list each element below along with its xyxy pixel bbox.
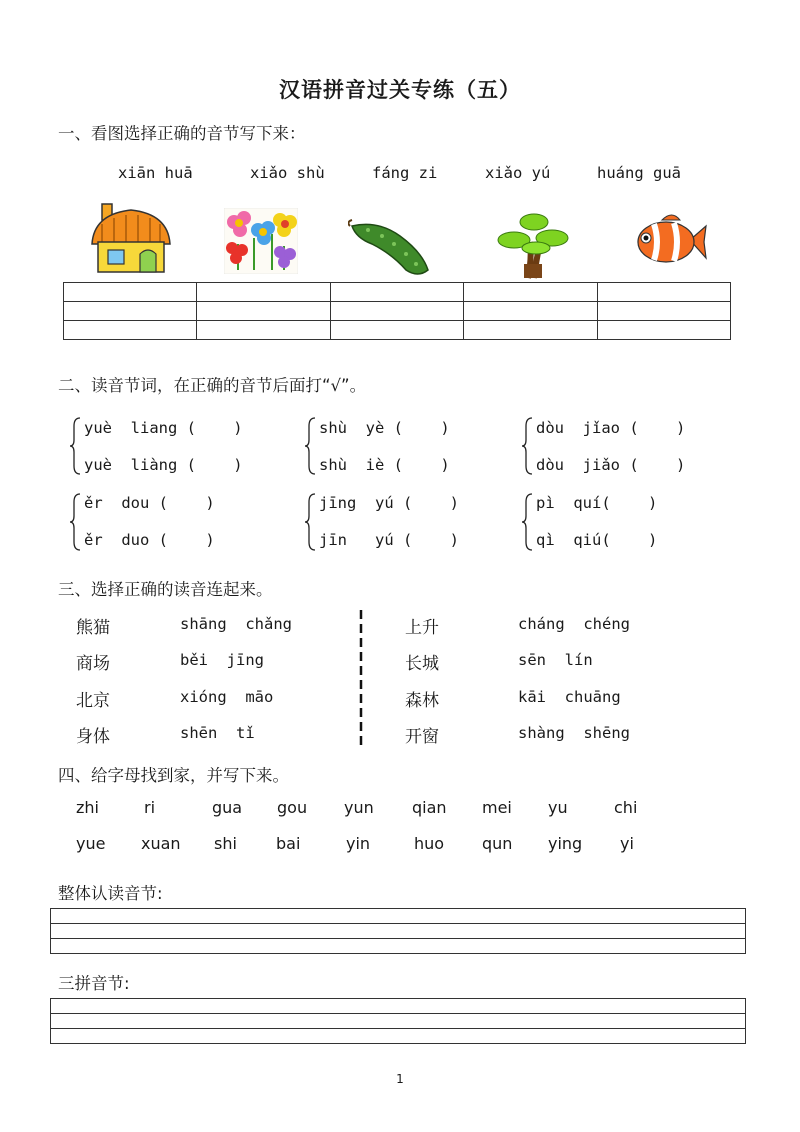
answer-cell[interactable] <box>330 321 463 340</box>
pinyin-option: pì quí( ) <box>536 494 658 512</box>
letter-word: qun <box>482 834 513 853</box>
brace-icon <box>305 492 317 552</box>
word-pinyin: shàng shēng <box>518 724 630 742</box>
answer-cell[interactable] <box>597 302 730 321</box>
option-pinyin: fáng zi <box>372 164 438 182</box>
fish-picture <box>632 208 708 274</box>
word-char: 长城 <box>405 654 439 674</box>
letter-word: qian <box>412 798 447 817</box>
section2-heading: 二、读音节词，在正确的音节后面打“√”。 <box>58 376 367 395</box>
word-char: 身体 <box>76 727 110 747</box>
word-pinyin: kāi chuāng <box>518 688 621 706</box>
word-char: 开窗 <box>405 727 439 747</box>
letter-word: huo <box>414 834 445 853</box>
pinyin-option: jīn yú ( ) <box>319 531 459 549</box>
section4-heading: 四、给字母找到家，并写下来。 <box>58 766 289 785</box>
letter-word: gua <box>212 798 243 817</box>
letter-word: chi <box>614 798 638 817</box>
letter-word: zhi <box>76 798 99 817</box>
word-pinyin: shēn tǐ <box>180 724 255 742</box>
brace-icon <box>522 492 534 552</box>
word-char: 北京 <box>76 691 110 711</box>
pinyin-option: ěr dou ( ) <box>84 494 215 512</box>
cucumber-picture <box>348 214 434 278</box>
answer-cell[interactable] <box>464 321 597 340</box>
word-pinyin: sēn lín <box>518 651 593 669</box>
brace-icon <box>305 416 317 476</box>
brace-icon <box>70 492 82 552</box>
divider-dashed <box>358 610 364 746</box>
pinyin-option: yuè liàng ( ) <box>84 456 243 474</box>
answer-cell[interactable] <box>330 302 463 321</box>
brace-icon <box>522 416 534 476</box>
answer-cell[interactable] <box>330 283 463 302</box>
letter-word: yun <box>344 798 374 817</box>
section3-heading: 三、选择正确的读音连起来。 <box>58 580 273 599</box>
letter-word: yu <box>548 798 568 817</box>
option-pinyin: huáng guā <box>597 164 681 182</box>
answer-cell[interactable] <box>464 302 597 321</box>
pinyin-option: qì qiú( ) <box>536 531 658 549</box>
writing-line[interactable] <box>51 939 746 954</box>
pinyin-option: ěr duo ( ) <box>84 531 215 549</box>
writing-line[interactable] <box>51 1029 746 1044</box>
letter-word: xuan <box>141 834 181 853</box>
answer-cell[interactable] <box>64 302 197 321</box>
word-char: 熊猫 <box>76 618 110 638</box>
writing-line[interactable] <box>51 909 746 924</box>
word-pinyin: shāng chǎng <box>180 615 292 633</box>
letter-word: mei <box>482 798 512 817</box>
page-number: 1 <box>396 1072 404 1086</box>
answer-cell[interactable] <box>64 283 197 302</box>
pinyin-option: jīng yú ( ) <box>319 494 459 512</box>
pinyin-option: shù iè ( ) <box>319 456 450 474</box>
answer-cell[interactable] <box>197 321 330 340</box>
writing-line[interactable] <box>51 999 746 1014</box>
answer-cell[interactable] <box>464 283 597 302</box>
answer-cell[interactable] <box>197 283 330 302</box>
letter-word: yin <box>346 834 371 853</box>
letter-word: yi <box>620 834 634 853</box>
tree-picture <box>496 208 572 280</box>
letter-word: ri <box>144 798 156 817</box>
section1-heading: 一、看图选择正确的音节写下来： <box>58 124 306 143</box>
answer-cell[interactable] <box>597 321 730 340</box>
answer-cell[interactable] <box>197 302 330 321</box>
writing-line[interactable] <box>51 1014 746 1029</box>
flowers-picture <box>224 208 298 274</box>
letter-word: shi <box>214 834 237 853</box>
option-pinyin: xiǎo yú <box>485 164 551 182</box>
house-picture <box>88 196 174 278</box>
triple-syllable-label: 三拼音节: <box>58 974 130 993</box>
pinyin-option: yuè liang ( ) <box>84 419 243 437</box>
letter-word: ying <box>548 834 583 853</box>
word-char: 商场 <box>76 654 110 674</box>
pinyin-option: dòu jiǎo ( ) <box>536 456 686 474</box>
option-pinyin: xiān huā <box>118 164 193 182</box>
page-title: 汉语拼音过关专练（五） <box>279 78 521 102</box>
word-pinyin: cháng chéng <box>518 615 630 633</box>
writing-lines-triple <box>50 998 746 1044</box>
brace-icon <box>70 416 82 476</box>
whole-syllable-label: 整体认读音节: <box>58 884 163 903</box>
letter-word: bai <box>276 834 301 853</box>
answer-grid <box>63 282 731 340</box>
letter-word: gou <box>277 798 308 817</box>
letter-word: yue <box>76 834 106 853</box>
word-char: 上升 <box>405 618 439 638</box>
pinyin-option: shù yè ( ) <box>319 419 450 437</box>
writing-line[interactable] <box>51 924 746 939</box>
word-pinyin: xióng māo <box>180 688 274 706</box>
answer-cell[interactable] <box>597 283 730 302</box>
word-pinyin: běi jīng <box>180 651 264 669</box>
answer-cell[interactable] <box>64 321 197 340</box>
option-pinyin: xiǎo shù <box>250 164 325 182</box>
word-char: 森林 <box>405 691 439 711</box>
pinyin-option: dòu jǐao ( ) <box>536 419 686 437</box>
writing-lines-whole <box>50 908 746 954</box>
